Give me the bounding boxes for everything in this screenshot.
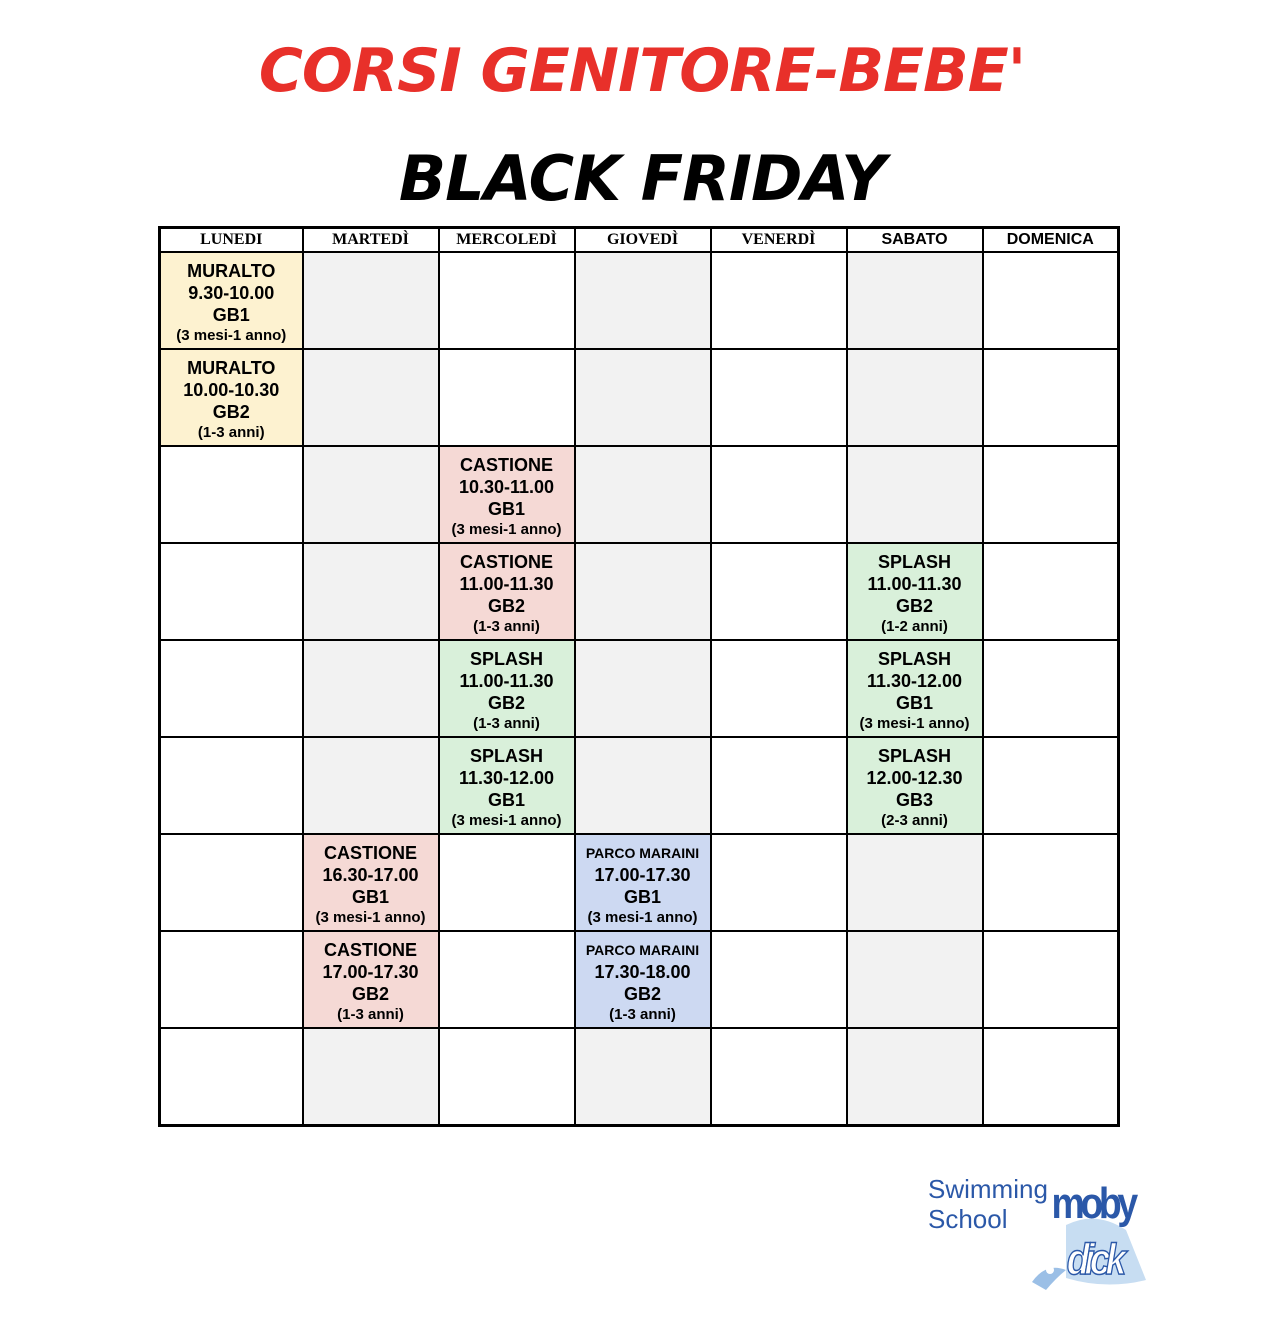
empty-cell	[711, 931, 847, 1028]
empty-cell	[575, 349, 711, 446]
class-cell-castione-gb1	[439, 446, 575, 543]
empty-cell	[847, 446, 983, 543]
class-cell-splash-gb1	[439, 737, 575, 834]
empty-cell	[303, 446, 439, 543]
class-time: 12.00-12.30	[866, 768, 963, 788]
empty-cell	[303, 640, 439, 737]
class-cell-parco-maraini-gb2	[575, 931, 711, 1028]
empty-cell	[983, 543, 1119, 640]
empty-cell	[711, 252, 847, 349]
empty-cell	[160, 834, 303, 931]
empty-cell	[847, 834, 983, 931]
class-time: 11.30-12.00	[458, 768, 555, 788]
empty-cell	[439, 834, 575, 931]
whale-swimmer-icon	[1026, 1170, 1166, 1300]
class-location: MURALTO	[187, 261, 276, 281]
class-location: CASTIONE	[459, 552, 553, 572]
empty-cell	[983, 446, 1119, 543]
empty-cell	[160, 543, 303, 640]
logo-line-school: School	[928, 1204, 1008, 1234]
empty-cell	[439, 1028, 575, 1126]
empty-cell	[160, 446, 303, 543]
class-age: (3 mesi-1 anno)	[315, 909, 426, 926]
class-age: (1-3 anni)	[609, 1006, 676, 1023]
class-cell-castione-gb1	[303, 834, 439, 931]
class-location: CASTIONE	[323, 940, 417, 960]
empty-cell	[575, 737, 711, 834]
schedule-row	[160, 834, 1119, 931]
class-location: SPLASH	[469, 649, 543, 669]
class-age: (2-3 anni)	[881, 812, 948, 829]
class-group: GB2	[895, 596, 933, 616]
class-group: GB2	[487, 693, 525, 713]
class-location: CASTIONE	[459, 455, 553, 475]
empty-cell	[575, 640, 711, 737]
empty-cell	[303, 1028, 439, 1126]
logo-brand-moby: moby	[1051, 1178, 1139, 1228]
empty-cell	[160, 931, 303, 1028]
moby-dick-logo	[926, 1170, 1166, 1300]
class-group: GB2	[623, 984, 661, 1004]
empty-cell	[983, 931, 1119, 1028]
class-age: (3 mesi-1 anno)	[451, 812, 562, 829]
empty-cell	[983, 834, 1119, 931]
empty-cell	[711, 737, 847, 834]
class-location: PARCO MARAINI	[585, 942, 700, 958]
empty-cell	[847, 349, 983, 446]
day-header-friday: VENERDÌ	[711, 228, 847, 253]
class-group: GB1	[487, 499, 525, 519]
day-header-tuesday: MARTEDÌ	[303, 228, 439, 253]
schedule-row	[160, 252, 1119, 349]
class-location: PARCO MARAINI	[585, 845, 700, 861]
empty-cell	[575, 1028, 711, 1126]
day-header-saturday: SABATO	[847, 228, 983, 253]
empty-cell	[983, 349, 1119, 446]
class-group: GB1	[623, 887, 661, 907]
day-header-monday: LUNEDI	[160, 228, 303, 253]
empty-cell	[711, 1028, 847, 1126]
empty-cell	[711, 543, 847, 640]
class-group: GB1	[351, 887, 389, 907]
logo-line-swimming: Swimming	[928, 1174, 1048, 1204]
schedule-table	[158, 226, 1120, 1127]
empty-cell	[983, 737, 1119, 834]
page-title: CORSI GENITORE-BEBE'	[258, 36, 1026, 106]
schedule-row	[160, 1028, 1119, 1126]
day-header-sunday: DOMENICA	[983, 228, 1119, 253]
class-time: 16.30-17.00	[322, 865, 419, 885]
schedule-row	[160, 737, 1119, 834]
class-cell-splash-gb2	[847, 543, 983, 640]
class-group: GB1	[212, 305, 250, 325]
class-cell-splash-gb3	[847, 737, 983, 834]
class-cell-castione-gb2	[439, 543, 575, 640]
class-time: 10.30-11.00	[458, 477, 555, 497]
empty-cell	[711, 834, 847, 931]
class-age: (1-3 anni)	[337, 1006, 404, 1023]
empty-cell	[983, 252, 1119, 349]
empty-cell	[847, 252, 983, 349]
class-age: (3 mesi-1 anno)	[176, 327, 287, 344]
class-age: (1-2 anni)	[881, 618, 948, 635]
empty-cell	[575, 543, 711, 640]
class-group: GB1	[487, 790, 525, 810]
day-header-wednesday: MERCOLEDÌ	[439, 228, 575, 253]
class-cell-splash-gb1	[847, 640, 983, 737]
class-group: GB3	[895, 790, 933, 810]
empty-cell	[303, 349, 439, 446]
empty-cell	[983, 640, 1119, 737]
empty-cell	[303, 737, 439, 834]
empty-cell	[711, 349, 847, 446]
class-location: SPLASH	[469, 746, 543, 766]
class-cell-splash-gb2	[439, 640, 575, 737]
class-time: 9.30-10.00	[188, 283, 275, 303]
class-location: SPLASH	[877, 649, 951, 669]
class-time: 17.00-17.30	[322, 962, 419, 982]
page-subtitle: BLACK FRIDAY	[398, 142, 886, 215]
empty-cell	[847, 1028, 983, 1126]
class-time: 11.00-11.30	[459, 574, 554, 594]
class-age: (3 mesi-1 anno)	[859, 715, 970, 732]
class-group: GB2	[212, 402, 250, 422]
class-time: 10.00-10.30	[183, 380, 280, 400]
class-location: CASTIONE	[323, 843, 417, 863]
class-age: (1-3 anni)	[197, 424, 265, 441]
class-group: GB1	[895, 693, 933, 713]
empty-cell	[575, 252, 711, 349]
class-location: SPLASH	[877, 746, 951, 766]
day-header-row	[160, 228, 1119, 253]
empty-cell	[303, 543, 439, 640]
class-time: 17.00-17.30	[594, 865, 691, 885]
empty-cell	[439, 349, 575, 446]
class-time: 11.00-11.30	[867, 574, 962, 594]
empty-cell	[575, 446, 711, 543]
class-cell-parco-maraini-gb1	[575, 834, 711, 931]
class-age: (1-3 anni)	[473, 715, 540, 732]
class-location: SPLASH	[877, 552, 951, 572]
class-time: 11.30-12.00	[866, 671, 963, 691]
empty-cell	[983, 1028, 1119, 1126]
class-location: MURALTO	[187, 358, 276, 378]
empty-cell	[160, 737, 303, 834]
empty-cell	[303, 252, 439, 349]
schedule-row	[160, 446, 1119, 543]
schedule-row	[160, 640, 1119, 737]
class-cell-muralto-gb1	[160, 252, 303, 349]
class-age: (3 mesi-1 anno)	[451, 521, 562, 538]
class-group: GB2	[487, 596, 525, 616]
logo-brand-dick: dick	[1066, 1234, 1127, 1284]
empty-cell	[439, 252, 575, 349]
class-group: GB2	[351, 984, 389, 1004]
empty-cell	[711, 640, 847, 737]
empty-cell	[439, 931, 575, 1028]
empty-cell	[160, 640, 303, 737]
schedule-row	[160, 349, 1119, 446]
class-age: (1-3 anni)	[473, 618, 540, 635]
class-cell-muralto-gb2	[160, 349, 303, 446]
empty-cell	[847, 931, 983, 1028]
empty-cell	[711, 446, 847, 543]
empty-cell	[160, 1028, 303, 1126]
day-header-thursday: GIOVEDÌ	[575, 228, 711, 253]
class-age: (3 mesi-1 anno)	[587, 909, 698, 926]
class-cell-castione-gb2	[303, 931, 439, 1028]
class-time: 17.30-18.00	[594, 962, 691, 982]
class-time: 11.00-11.30	[459, 671, 554, 691]
schedule-row	[160, 543, 1119, 640]
schedule-row	[160, 931, 1119, 1028]
